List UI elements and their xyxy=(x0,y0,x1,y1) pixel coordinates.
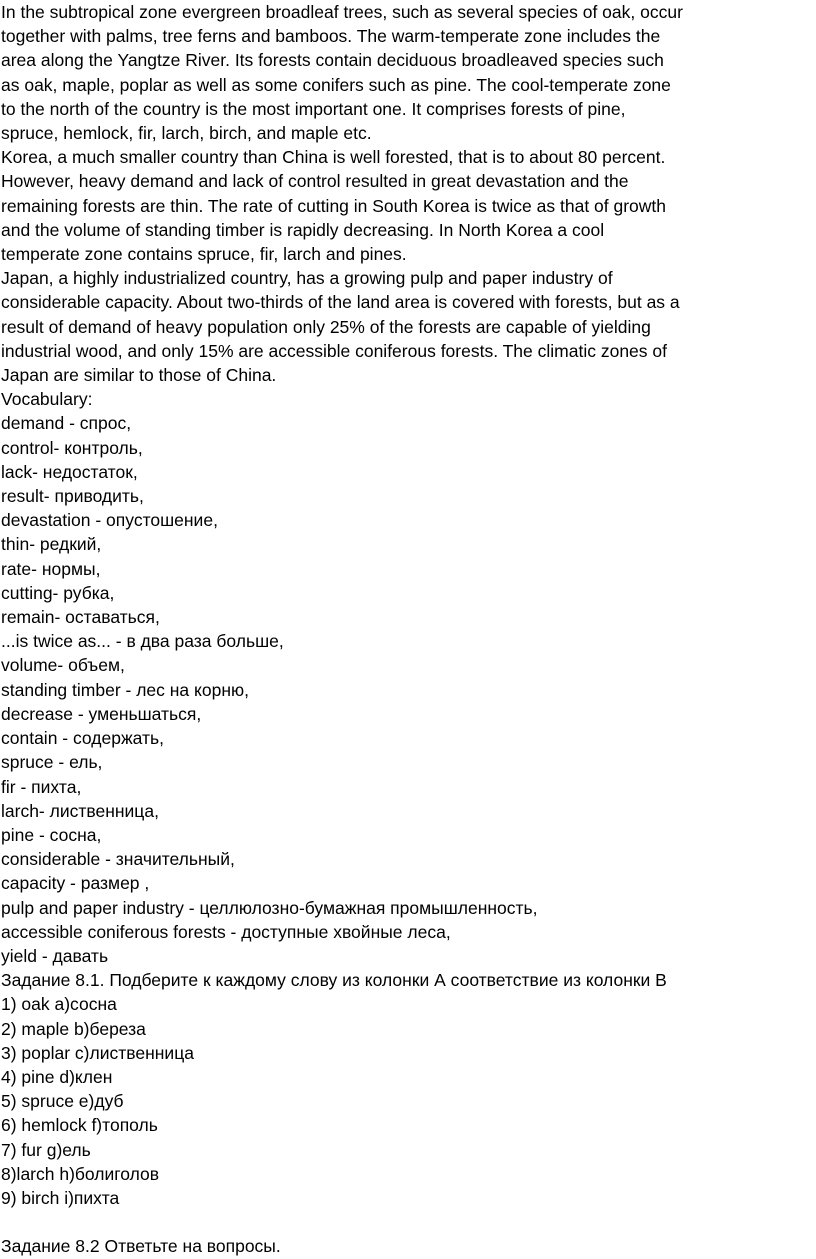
matching-item: 5) spruce e)дуб xyxy=(1,1091,124,1112)
text-line: temperate zone contains spruce, fir, larch and pines. xyxy=(1,244,407,265)
vocabulary-item: demand - спрос, xyxy=(1,413,132,434)
vocabulary-item: larch- лиственница, xyxy=(1,800,159,821)
vocabulary-item: standing timber - лес на корню, xyxy=(1,679,249,700)
text-line: spruce, hemlock, fir, larch, birch, and maple etc. xyxy=(1,123,372,144)
blank-line xyxy=(0,1210,816,1234)
text-line: result of demand of heavy population only 25% of the forests are capable of yielding xyxy=(1,316,651,337)
matching-item: 2) maple b)береза xyxy=(1,1018,146,1039)
vocabulary-item: cutting- рубка, xyxy=(1,582,115,603)
text-line: industrial wood, and only 15% are accessible coniferous forests. The climatic zones of xyxy=(1,340,667,361)
vocabulary-item: pulp and paper industry - целлюлозно-бумажная промышленность, xyxy=(1,897,538,918)
paragraph-korea xyxy=(0,145,816,266)
matching-item: 8)larch h)болиголов xyxy=(1,1163,160,1184)
task-heading: Задание 8.2 Ответьте на вопросы. xyxy=(1,1236,281,1257)
text-line: considerable capacity. About two-thirds of the land area is covered with forests, but as a xyxy=(1,292,680,313)
vocabulary-item: lack- недостаток, xyxy=(1,461,138,482)
task-8-2-section xyxy=(0,1234,816,1258)
matching-item: 4) pine d)клен xyxy=(1,1066,113,1087)
matching-item: 9) birch i)пихта xyxy=(1,1187,120,1208)
text-line: remaining forests are thin. The rate of cutting in South Korea is twice as that of growth xyxy=(1,195,667,216)
vocabulary-heading: Vocabulary: xyxy=(1,389,93,410)
vocabulary-item: accessible coniferous forests - доступные хвойные леса, xyxy=(1,921,451,942)
vocabulary-item: pine - сосна, xyxy=(1,824,102,845)
text-line: In the subtropical zone evergreen broadleaf trees, such as several species of oak, occur xyxy=(1,2,683,22)
vocabulary-item: capacity - размер , xyxy=(1,873,150,894)
vocabulary-item: ...is twice as... - в два раза больше, xyxy=(1,631,284,652)
vocabulary-item: result- приводить, xyxy=(1,486,144,507)
text-line: Japan are similar to those of China. xyxy=(1,365,277,386)
matching-item: 6) hemlock f)тополь xyxy=(1,1115,158,1136)
vocabulary-item: thin- редкий, xyxy=(1,534,102,555)
vocabulary-item: fir - пихта, xyxy=(1,776,82,797)
vocabulary-item: considerable - значительный, xyxy=(1,849,235,870)
text-line: to the north of the country is the most important one. It comprises forests of pine, xyxy=(1,98,626,119)
paragraph-china xyxy=(0,0,816,145)
task-heading: Задание 8.1. Подберите к каждому слову из колонки А соответствие из колонки В xyxy=(1,970,667,991)
matching-item: 7) fur g)ель xyxy=(1,1139,91,1160)
text-line: area along the Yangtze River. Its forests contain deciduous broadleaved species such xyxy=(1,50,664,71)
matching-item: 3) poplar c)лиственница xyxy=(1,1042,194,1063)
text-line: However, heavy demand and lack of control resulted in great devastation and the xyxy=(1,171,629,192)
text-line: Korea, a much smaller country than China is well forested, that is to about 80 percent. xyxy=(1,147,666,168)
vocabulary-item: yield - давать xyxy=(1,945,109,966)
vocabulary-item: rate- нормы, xyxy=(1,558,101,579)
vocabulary-item: contain - содержать, xyxy=(1,728,165,749)
vocabulary-item: remain- оставаться, xyxy=(1,607,160,628)
vocabulary-item: devastation - опустошение, xyxy=(1,510,218,531)
text-line: Japan, a highly industrialized country, has a growing pulp and paper industry of xyxy=(1,268,613,289)
vocabulary-item: volume- объем, xyxy=(1,655,125,676)
vocabulary-item: spruce - ель, xyxy=(1,752,103,773)
vocabulary-section xyxy=(0,387,816,968)
text-line: as oak, maple, poplar as well as some conifers such as pine. The cool-temperate zone xyxy=(1,74,671,95)
vocabulary-item: control- контроль, xyxy=(1,437,143,458)
task-8-1-section xyxy=(0,968,816,1210)
matching-item: 1) oak a)сосна xyxy=(1,994,117,1015)
text-line: and the volume of standing timber is rapidly decreasing. In North Korea a cool xyxy=(1,219,605,240)
text-line: together with palms, tree ferns and bamboos. The warm-temperate zone includes the xyxy=(1,26,661,47)
vocabulary-item: decrease - уменьшаться, xyxy=(1,703,202,724)
paragraph-japan xyxy=(0,266,816,387)
